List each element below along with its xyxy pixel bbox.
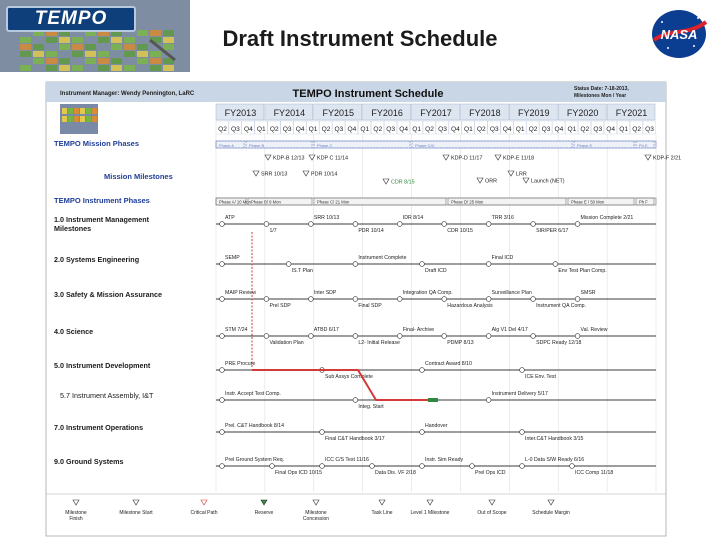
quarter-label: Q1	[256, 126, 266, 133]
task-milestone	[308, 222, 313, 227]
fiscal-year-label: FY2018	[469, 108, 501, 118]
task-label: Final- Archive	[402, 327, 435, 333]
quarter-label: Q1	[567, 126, 577, 133]
quarter-label: Q2	[321, 126, 331, 133]
us-map-tile	[68, 108, 73, 114]
task-label: PDMP 8/13	[447, 340, 474, 346]
page-title: Draft Instrument Schedule	[222, 26, 498, 51]
map-tile	[33, 58, 44, 64]
task-milestone	[486, 398, 491, 403]
task-label: Prel SDP	[269, 303, 291, 309]
quarter-label: Q2	[632, 126, 641, 133]
quarter-label: Q2	[476, 126, 486, 133]
legend-label: Task Line	[371, 510, 393, 516]
task-milestone	[397, 297, 402, 302]
task-label: Prel. C&T Handbook 8/14	[225, 423, 285, 429]
quarter-label: Q1	[412, 126, 421, 133]
task-label: SDPC Ready 12/18	[536, 340, 582, 346]
quarter-label: Q4	[502, 126, 512, 133]
quarter-label: Q4	[399, 126, 409, 133]
task-label: Instr. Accept Test Comp.	[225, 391, 281, 397]
instrument-phase-label: Phase A/ 10 Mon	[219, 199, 251, 205]
fiscal-year-label: FY2021	[615, 108, 648, 118]
mission-phase-label: Phase C	[317, 143, 333, 148]
us-map-tile	[74, 116, 79, 122]
map-tile	[85, 58, 96, 64]
us-map-tile	[74, 108, 79, 114]
quarter-label: Q2	[373, 126, 383, 133]
mission-phase-label: Ph E	[639, 143, 648, 148]
task-milestone	[370, 464, 375, 469]
task-milestone	[220, 222, 225, 227]
quarter-label: Q2	[425, 126, 434, 133]
task-label: 1/7	[269, 228, 277, 234]
map-tile	[59, 58, 70, 64]
task-milestone	[270, 464, 275, 469]
milestone-label: KDP-E 11/18	[503, 155, 535, 162]
task-label: ATBD 6/17	[313, 327, 339, 333]
task-label: IS.T Plan	[291, 268, 313, 274]
task-label: ICC Comp 11/18	[575, 470, 614, 476]
task-milestone	[308, 297, 313, 302]
section-header: TEMPO Instrument Phases	[54, 196, 150, 205]
task-label: Handover	[425, 423, 448, 429]
quarter-label: Q1	[619, 126, 629, 133]
legend-label: Out of Scope	[477, 510, 507, 516]
task-milestone	[353, 297, 358, 302]
map-tile	[137, 58, 148, 64]
row-label-line: 1.0 Instrument Management	[54, 215, 150, 224]
status-date: Status Date: 7-18-2013,	[574, 86, 629, 92]
tempo-logo: TEMPO	[6, 6, 136, 32]
task-milestone	[264, 297, 269, 302]
quarter-label: Q4	[295, 126, 305, 133]
task-milestone	[442, 334, 447, 339]
task-label: Prel Ops ICD	[475, 470, 506, 476]
task-label: SRR 10/13	[313, 215, 340, 221]
task-milestone	[220, 464, 225, 469]
task-milestone	[531, 334, 536, 339]
task-label: Env Test Plan Comp.	[558, 268, 607, 274]
us-map-tile	[68, 116, 73, 122]
milestones-format: Milestones Mon / Year	[574, 93, 627, 99]
task-label: Integ. Start	[358, 404, 384, 410]
row-label: 2.0 Systems Engineering	[54, 255, 140, 264]
legend-label-line: Finish	[69, 516, 83, 522]
mission-phase-label: Phase A	[219, 143, 234, 148]
task-label: Data Dis. VF 2/18	[375, 470, 416, 476]
nasa-logo	[648, 8, 710, 60]
task-milestone	[442, 222, 447, 227]
legend-label: Milestone Start	[119, 510, 153, 516]
task-label: Final Ops ICD 10/15	[275, 470, 322, 476]
task-milestone	[575, 297, 580, 302]
task-milestone	[520, 430, 525, 435]
legend-label: Critical Path	[190, 510, 218, 516]
instrument-phase-label: Phase C/ 21 Mon	[317, 199, 350, 205]
quarter-label: Q3	[334, 126, 344, 133]
task-milestone	[308, 334, 313, 339]
map-tile	[46, 58, 57, 64]
task-label: Validation Plan	[269, 340, 304, 346]
legend-label: Level 1 Milestone	[410, 510, 450, 516]
task-milestone	[486, 334, 491, 339]
fiscal-year-label: FY2015	[322, 108, 354, 118]
task-label: Mission Complete 2/21	[580, 215, 634, 221]
task-milestone	[442, 297, 447, 302]
instrument-phase-label: Ph F	[639, 199, 648, 205]
task-milestone	[397, 222, 402, 227]
task-label: Final SDP	[358, 303, 382, 309]
quarter-label: Q3	[593, 126, 603, 133]
milestone-label: LRR	[516, 171, 527, 178]
task-label: Sub Assys Complete	[325, 374, 373, 380]
task-milestone	[470, 464, 475, 469]
legend-label: Schedule Margin	[532, 510, 570, 516]
task-milestone	[420, 430, 425, 435]
task-label: Contract Award 8/10	[425, 361, 472, 367]
task-milestone	[531, 222, 536, 227]
task-label: Val. Review	[580, 327, 608, 333]
task-milestone	[520, 368, 525, 373]
section-header: TEMPO Mission Phases	[54, 139, 140, 148]
task-milestone	[353, 262, 358, 267]
map-tile	[163, 65, 174, 71]
map-tile	[111, 65, 122, 71]
map-tile	[150, 58, 161, 64]
task-label: Prel Ground System Req.	[225, 457, 285, 463]
task-label: IDR 8/14	[402, 215, 424, 221]
task-label: Final C&T Handbook 3/17	[325, 436, 385, 442]
task-label: Alg V1 Del 4/17	[491, 327, 528, 333]
task-label: TRR 3/16	[491, 215, 514, 221]
task-milestone	[486, 297, 491, 302]
task-milestone	[220, 334, 225, 339]
task-milestone	[353, 222, 358, 227]
map-tile	[150, 65, 161, 71]
task-milestone	[397, 334, 402, 339]
task-milestone	[570, 464, 575, 469]
us-map-tile	[86, 116, 91, 122]
fiscal-year-label: FY2016	[371, 108, 403, 118]
mission-phase-label: Phase E	[577, 143, 593, 148]
task-milestone	[353, 334, 358, 339]
task-label: SEMP	[225, 255, 240, 261]
task-milestone	[264, 334, 269, 339]
task-milestone	[220, 262, 225, 267]
task-milestone	[553, 262, 558, 267]
quarter-label: Q3	[282, 126, 292, 133]
legend-label-line: Concession	[302, 516, 330, 522]
instrument-manager: Instrument Manager: Wendy Pennington, LaRC	[60, 91, 195, 97]
map-tile	[59, 65, 70, 71]
legend-label-line: Milestone	[305, 510, 327, 516]
task-label: Inter SDP	[313, 290, 337, 296]
quarter-label: Q1	[515, 126, 525, 133]
quarter-label: Q4	[347, 126, 357, 133]
quarter-label: Q1	[360, 126, 370, 133]
quarter-label: Q1	[308, 126, 318, 133]
section-header: Mission Milestones	[104, 172, 173, 181]
row-label: 7.0 Instrument Operations	[54, 423, 144, 432]
task-milestone	[353, 398, 358, 403]
milestone-label: ORR	[485, 178, 497, 185]
row-label: 4.0 Science	[54, 327, 94, 336]
map-tile	[20, 65, 31, 71]
us-map-tile	[86, 108, 91, 114]
milestone-label: KDP-F 2/21	[653, 155, 682, 162]
task-label: Hazardous Analysis	[447, 303, 493, 309]
quarter-label: Q2	[580, 126, 590, 133]
map-tile	[124, 65, 135, 71]
row-label: 9.0 Ground Systems	[54, 457, 124, 466]
us-map-tile	[80, 116, 85, 122]
quarter-label: Q3	[231, 126, 240, 133]
map-tile	[111, 58, 122, 64]
fiscal-year-label: FY2019	[518, 108, 550, 118]
row-label: 5.7 Instrument Assembly, I&T	[60, 391, 154, 400]
task-label: ICC C/S Test 11/16	[325, 457, 369, 463]
task-label: ATP	[225, 215, 235, 221]
task-milestone	[220, 430, 225, 435]
row-label-line: Milestones	[54, 224, 92, 233]
mission-phase-label: Phase B	[249, 143, 265, 148]
task-milestone	[320, 430, 325, 435]
task-label: L-0 Data S/W Ready 6/16	[525, 457, 585, 463]
task-milestone	[420, 464, 425, 469]
task-label: PDR 10/14	[358, 228, 384, 234]
milestone-label: KDP-B 12/13	[273, 155, 305, 162]
reserve-bar	[428, 398, 438, 402]
milestone-label: KDP-D 11/17	[451, 155, 483, 162]
instrument-phase-label: Phase E / 50 Mon	[571, 199, 605, 205]
instrument-phase-label: Phase B/ 9 Mon	[251, 199, 281, 205]
quarter-label: Q1	[463, 126, 473, 133]
task-label: Inter.C&T Handbook 3/15	[525, 436, 584, 442]
quarter-label: Q3	[541, 126, 551, 133]
task-milestone	[420, 368, 425, 373]
task-label: Integration QA Comp.	[402, 290, 453, 296]
quarter-label: Q4	[606, 126, 616, 133]
task-milestone	[264, 222, 269, 227]
us-map-tile	[62, 108, 67, 114]
row-label: 5.0 Instrument Development	[54, 361, 151, 370]
task-milestone	[575, 222, 580, 227]
map-tile	[98, 58, 109, 64]
task-milestone	[320, 464, 325, 469]
task-label: CDR 10/15	[447, 228, 473, 234]
task-milestone	[486, 262, 491, 267]
task-milestone	[486, 222, 491, 227]
task-label: Final ICD	[491, 255, 514, 261]
us-map-tile	[80, 108, 85, 114]
task-label: SIR/PER 6/17	[536, 228, 569, 234]
legend-label: Reserve	[254, 510, 274, 516]
task-label: L2- Initial Release	[358, 340, 400, 346]
quarter-label: Q2	[269, 126, 279, 133]
svg-text:NASA: NASA	[660, 27, 698, 42]
us-map-tile	[62, 116, 67, 122]
schedule-title: TEMPO Instrument Schedule	[292, 88, 444, 100]
instrument-phase-label: Phase D/ 25 Mon	[451, 199, 484, 205]
milestone-label: Launch (NET)	[531, 178, 565, 185]
quarter-label: Q2	[218, 126, 227, 133]
quarter-label: Q2	[528, 126, 538, 133]
fiscal-year-label: FY2014	[273, 108, 306, 118]
fiscal-year-label: FY2017	[420, 108, 452, 118]
milestone-label: CDR 8/15	[391, 179, 415, 186]
task-milestone	[575, 334, 580, 339]
task-label: SMSR	[580, 290, 596, 296]
quarter-label: Q4	[243, 126, 253, 133]
quarter-label: Q4	[554, 126, 564, 133]
legend-label	[303, 510, 329, 522]
milestone-label: PDR 10/14	[311, 171, 338, 178]
quarter-label: Q3	[438, 126, 447, 133]
map-tile	[98, 65, 109, 71]
quarter-label: Q3	[386, 126, 396, 133]
map-tile	[72, 65, 83, 71]
fiscal-year-label: FY2013	[224, 108, 257, 118]
map-tile	[46, 65, 57, 71]
us-map-tile	[92, 116, 97, 122]
quarter-label: Q4	[451, 126, 460, 133]
quarter-label: Q3	[489, 126, 499, 133]
milestone-label: KDP C 11/14	[317, 155, 348, 162]
task-milestone	[420, 262, 425, 267]
legend-label-line: Milestone	[65, 510, 87, 516]
task-milestone	[220, 297, 225, 302]
task-label: Instr. Sim Ready	[425, 457, 464, 463]
task-milestone	[531, 297, 536, 302]
task-label: ICE Env. Test	[525, 374, 556, 380]
task-label: Instrument Delivery 5/17	[491, 391, 548, 397]
milestone-label: SRR 10/13	[261, 171, 288, 178]
mission-phase-label: Phase C/D	[415, 143, 435, 148]
fiscal-year-label: FY2020	[566, 108, 599, 118]
task-label: Surveillance Plan	[491, 290, 532, 296]
task-label: Instrument Complete	[358, 255, 407, 261]
slide-header	[0, 0, 720, 72]
row-label: 3.0 Safety & Mission Assurance	[54, 290, 162, 299]
task-label: STM 7/24	[225, 327, 248, 333]
task-milestone	[286, 262, 291, 267]
task-label: PRE Procure	[225, 361, 256, 367]
us-map-tile	[92, 108, 97, 114]
task-milestone	[220, 398, 225, 403]
schedule-chart	[46, 82, 682, 536]
quarter-label: Q3	[645, 126, 654, 133]
task-label: Draft ICD	[425, 268, 447, 274]
task-label: MAIP Review	[225, 290, 257, 296]
task-milestone	[220, 368, 225, 373]
task-label: Instrument QA Comp.	[536, 303, 587, 309]
task-milestone	[520, 464, 525, 469]
